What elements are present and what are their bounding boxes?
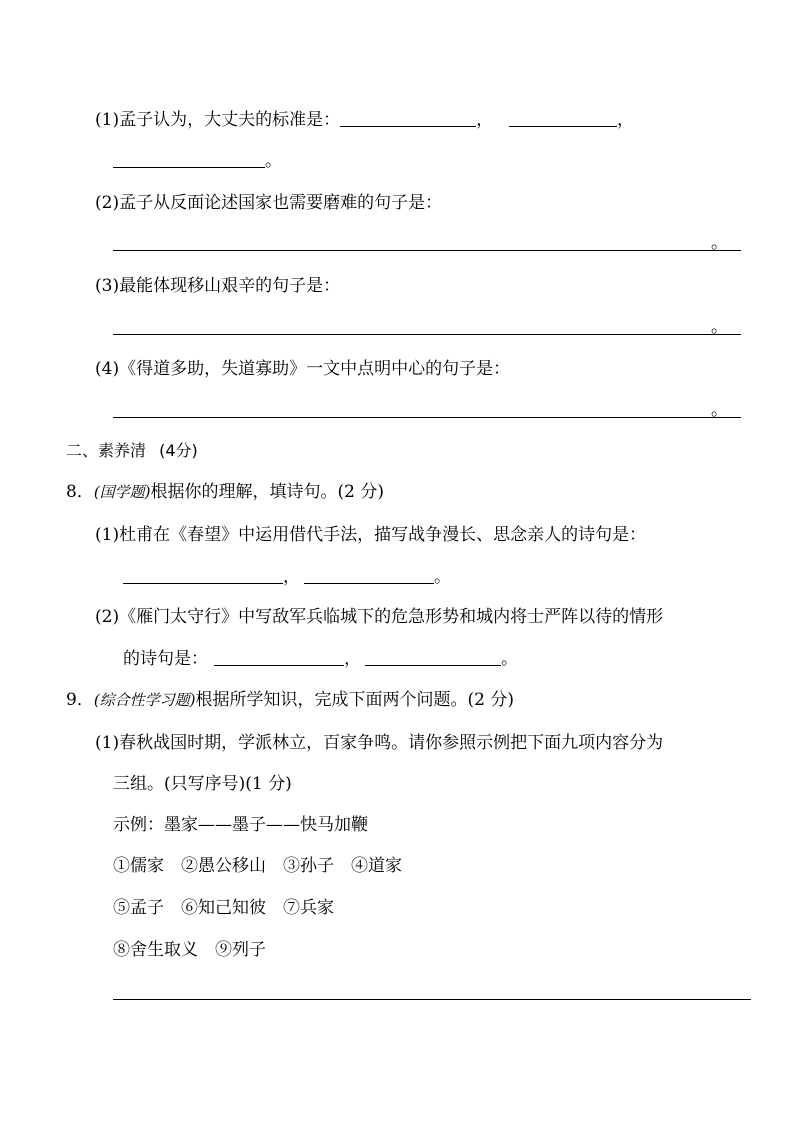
- q9-stem: 根据所学知识，完成下面两个问题。(2 分): [195, 690, 515, 710]
- q8-stem-line: [66, 481, 384, 503]
- q8-part1-answer-line: [123, 566, 451, 588]
- q8-part2-sep: ，: [344, 649, 361, 669]
- q8-part2-end: 。: [501, 649, 518, 669]
- q9-part1-cont: 三组。(只写序号)(1 分): [113, 774, 292, 794]
- q7-part4-end: 。: [711, 400, 728, 420]
- q8-number: 8．: [66, 482, 94, 502]
- q7-part1-sep2: ，: [617, 110, 634, 130]
- q7-part1-line-b: [509, 109, 634, 131]
- q8-part1-blank-2[interactable]: [304, 567, 434, 584]
- q7-part3-answer-line[interactable]: [113, 334, 741, 335]
- q7-part1-sep1: ，: [476, 110, 494, 130]
- q7-part3-end: 。: [711, 317, 728, 337]
- q9-part1-text: (1)春秋战国时期，学派林立，百家争鸣。请你参照示例把下面九项内容分为: [95, 733, 664, 753]
- section-score: (4分): [159, 441, 198, 460]
- section-title: 二、素养清: [66, 441, 147, 460]
- q8-tag: (国学题): [93, 483, 151, 501]
- q9-example: 示例：墨家——墨子——快马加鞭: [113, 815, 368, 835]
- q7-part1-text: (1)孟子认为，大丈夫的标准是：: [95, 110, 341, 130]
- q8-part2-blank-2[interactable]: [365, 649, 501, 666]
- q9-options-row-2: ⑤孟子 ⑥知己知彼 ⑦兵家: [113, 898, 334, 918]
- section-heading: [66, 440, 198, 462]
- q8-part1-blank-1[interactable]: [123, 567, 283, 584]
- q7-part1-line: [95, 109, 493, 131]
- q7-part4-text: (4)《得道多助，失道寡助》一文中点明中心的句子是：: [95, 359, 511, 379]
- q7-part4-answer-line[interactable]: [113, 417, 741, 418]
- q7-part1-blank-1[interactable]: [340, 110, 476, 127]
- q7-part1-line-c: [113, 150, 282, 172]
- q7-part1-blank-2[interactable]: [509, 110, 617, 127]
- q8-part2-cont: 的诗句是：: [123, 649, 208, 669]
- q9-options-row-3: ⑧舍生取义 ⑨列子: [113, 940, 266, 960]
- q9-number: 9．: [66, 690, 94, 710]
- q8-stem: 根据你的理解，填诗句。(2 分): [150, 482, 385, 502]
- q8-part1-text: (1)杜甫在《春望》中运用借代手法，描写战争漫长、思念亲人的诗句是：: [95, 525, 647, 545]
- q7-part1-blank-3[interactable]: [113, 151, 265, 168]
- q8-part2-text: (2)《雁门太守行》中写敌军兵临城下的危急形势和城内将士严阵以待的情形: [95, 607, 664, 627]
- q8-part1-end: 。: [434, 567, 451, 587]
- q8-part2-blank-1[interactable]: [214, 649, 344, 666]
- q9-stem-line: [66, 689, 514, 711]
- q7-part2-answer-line[interactable]: [113, 250, 741, 251]
- q9-tag: (综合性学习题): [93, 691, 196, 709]
- q9-options-row-1: ①儒家 ②愚公移山 ③孙子 ④道家: [113, 856, 402, 876]
- q9-answer-line[interactable]: [113, 999, 751, 1000]
- q8-part2-answer-line: [123, 648, 518, 670]
- q7-part2-end: 。: [711, 233, 728, 253]
- q8-part1-sep: ，: [283, 567, 300, 587]
- q7-part3-text: (3)最能体现移山艰辛的句子是：: [95, 276, 341, 296]
- q7-part1-end: 。: [265, 151, 282, 171]
- q7-part2-text: (2)孟子从反面论述国家也需要磨难的句子是：: [95, 193, 443, 213]
